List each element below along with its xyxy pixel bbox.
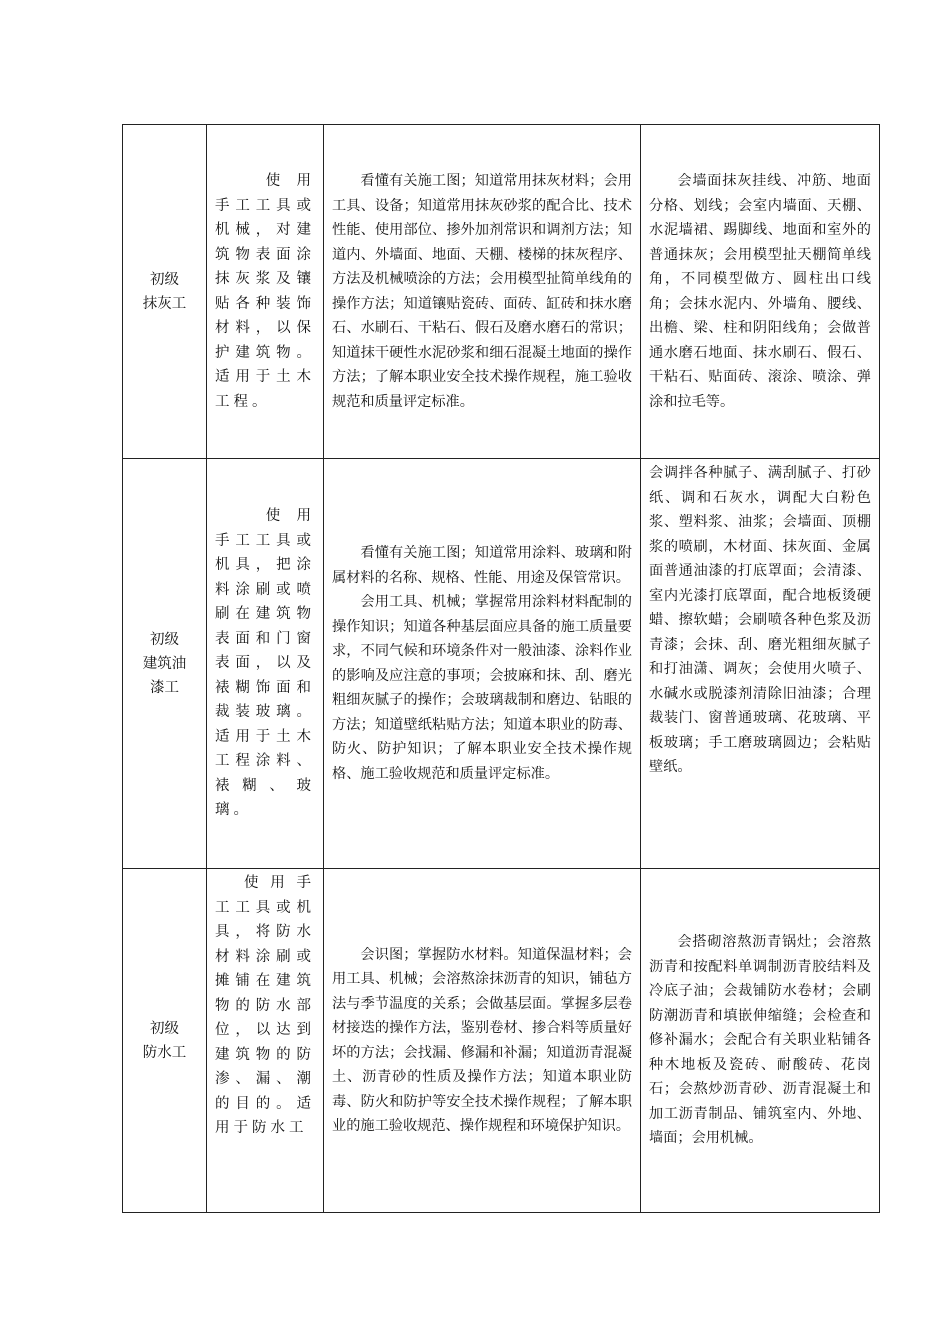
definition-text: 使用手工工具或机械，对建筑物表面涂抹灰浆及镶贴各种装饰材料，以保护建筑物。适用于土木工程。 bbox=[215, 173, 315, 410]
knowledge-cell bbox=[324, 459, 641, 869]
occupation-level: 初级 bbox=[150, 271, 179, 288]
skills-cell bbox=[641, 869, 880, 1213]
occupation-cell bbox=[123, 125, 207, 459]
occupation-title: 防水工 bbox=[142, 1044, 187, 1061]
occupation-title: 抹灰工 bbox=[142, 295, 187, 312]
table-row bbox=[123, 459, 880, 869]
knowledge-text: 看懂有关施工图；知道常用抹灰材料；会用工具、设备；知道常用抹灰砂浆的配合比、技术性能、使用部位、掺外加剂常识和调剂方法；知道内、外墙面、地面、天棚、楼梯的抹灰程序、方法及机械喷涂的方法；会用模型扯简单线角的操作方法；知道镶贴瓷砖、面砖、缸砖和抹水磨石、水刷石、干粘石、假石及磨水磨石的常识；知道抹干硬性水泥砂浆和细石混凝土地面的操作方法；了解本职业安全技术操作规程，施工验收规范和质量评定标准。 bbox=[332, 173, 632, 410]
knowledge-text: 会用工具、机械；掌握常用涂料材料配制的操作知识；知道各种基层面应具备的施工质量要求，不同气候和环境条件对一般油漆、涂料作业的影响及应注意的事项；会披麻和抹、刮、磨光粗细灰腻子的操作；会玻璃裁制和磨边、钻眼的方法；知道壁纸粘贴方法；知道本职业的防毒、防火、防护知识；了解本职业安全技术操作规格、施工验收规范和质量评定标准。 bbox=[332, 594, 632, 782]
skills-cell bbox=[641, 125, 880, 459]
occupation-level: 初级 bbox=[150, 631, 179, 648]
skills-text: 会搭砌溶熬沥青锅灶；会溶熬沥青和按配料单调制沥青胶结料及冷底子油；会裁铺防水卷材；会刷防潮沥青和填嵌伸缩缝；会检查和修补漏水；会配合有关职业粘铺各种木地板及瓷砖、耐酸砖、花岗石；会熬炒沥青砂、沥青混凝土和加工沥青制品、铺筑室内、外地、墙面；会用机械。 bbox=[649, 934, 871, 1147]
skills-cell bbox=[641, 459, 880, 869]
definition-cell bbox=[207, 459, 324, 869]
occupation-cell bbox=[123, 869, 207, 1213]
definition-cell bbox=[207, 869, 324, 1213]
knowledge-text: 会识图；掌握防水材料。知道保温材料；会用工具、机械；会溶熬涂抹沥青的知识，铺毡方法与季节温度的关系；会做基层面。掌握多层卷材接迭的操作方法，鉴别卷材、掺合料等质量好坏的方法；会找漏、修漏和补漏；知道沥青混凝土、沥青砂的性质及操作方法；知道本职业防毒、防火和防护等安全技术操作规程；了解本职业的施工验收规范、操作规程和环境保护知识。 bbox=[332, 946, 632, 1134]
occupation-cell bbox=[123, 459, 207, 869]
occupation-level: 初级 bbox=[150, 1020, 179, 1037]
skills-text: 会墙面抹灰挂线、冲筋、地面分格、划线；会室内墙面、天棚、水泥墙裙、踢脚线、地面和室外的普通抹灰；会用模型扯天棚简单线角，不同模型做方、圆柱出口线角；会抹水泥内、外墙角、腰线、出檐、梁、柱和阴阳线角；会做普通水磨石地面、抹水刷石、假石、干粘石、贴面砖、滚涂、喷涂、弹涂和拉毛等。 bbox=[649, 173, 871, 410]
table-row bbox=[123, 125, 880, 459]
knowledge-text: 看懂有关施工图；知道常用涂料、玻璃和附属材料的名称、规格、性能、用途及保管常识。 bbox=[332, 545, 632, 586]
definition-text: 使用手工工具或机具，把涂料涂刷或喷刷在建筑物表面和门窗表面，以及裱糊饰面和裁装玻璃。适用于土木工程涂料、裱糊、玻璃。 bbox=[215, 508, 315, 819]
knowledge-cell bbox=[324, 125, 641, 459]
definition-cell bbox=[207, 125, 324, 459]
knowledge-cell bbox=[324, 869, 641, 1213]
occupation-title-cont: 漆工 bbox=[150, 679, 179, 696]
occupation-title: 建筑油 bbox=[142, 655, 187, 672]
skills-text: 会调拌各种腻子、满刮腻子、打砂纸、调和石灰水，调配大白粉色浆、塑料浆、油浆；会墙面、顶棚浆的喷刷，木材面、抹灰面、金属面普通油漆的打底罩面；会清漆、室内光漆打底罩面，配合地板烫硬蜡、擦软蜡；会刷喷各种色浆及沥青漆；会抹、刮、磨光粗细灰腻子和打油潇、调灰；会使用火喷子、水碱水或脱漆剂清除旧油漆；合理裁装门、窗普通玻璃、花玻璃、平板玻璃；手工磨玻璃圆边；会粘贴壁纸。 bbox=[649, 465, 871, 775]
occupation-table bbox=[122, 124, 880, 1213]
table-row bbox=[123, 869, 880, 1213]
definition-text: 使用手工工具或机具，将防水材料涂刷或摊铺在建筑物的防水部位，以达到建筑物的防渗、漏、潮的目的。适用于防水工 bbox=[215, 875, 315, 1136]
